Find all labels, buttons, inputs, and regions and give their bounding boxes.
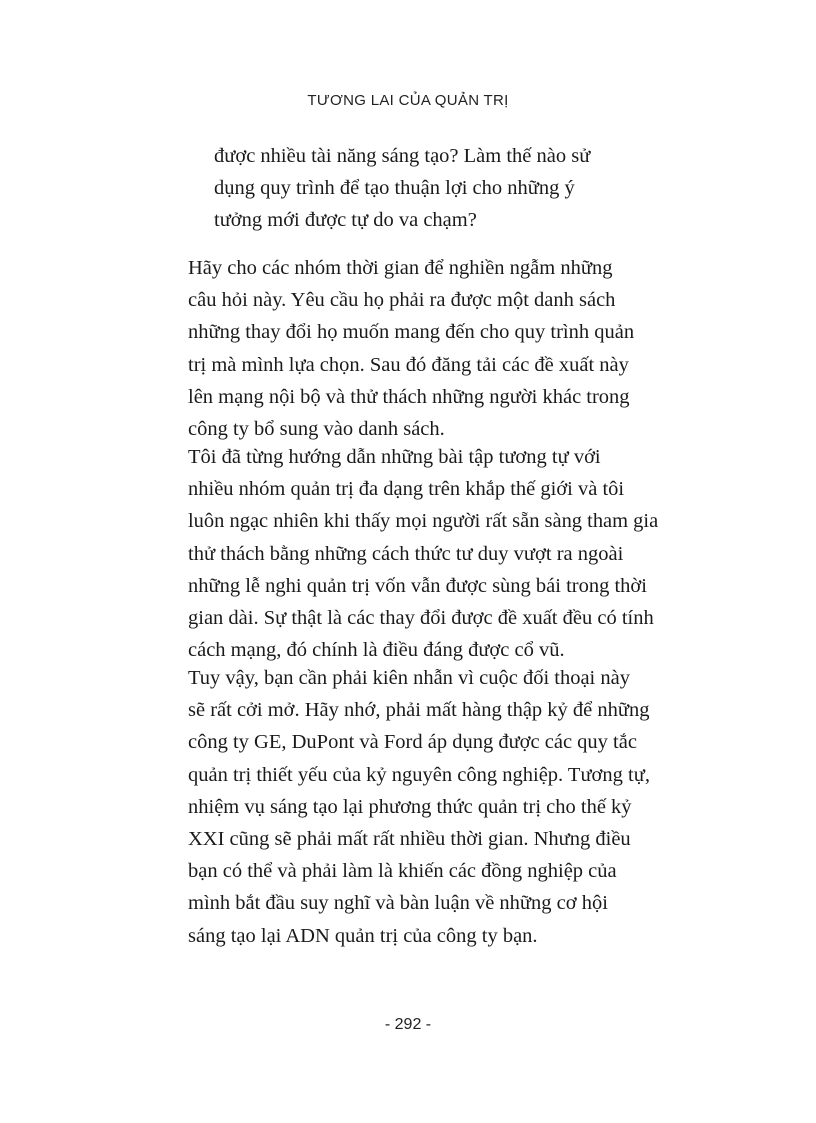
paragraph-2	[188, 441, 658, 666]
paragraph-3	[188, 662, 658, 952]
paragraph-line: luôn ngạc nhiên khi thấy mọi người rất sẵn sàng tham gia	[188, 510, 659, 533]
paragraph-line: sẽ rất cởi mở. Hãy nhớ, phải mất hàng thập kỷ để những	[188, 699, 650, 722]
running-header-title: TƯƠNG LAI CỦA QUẢN TRỊ	[307, 92, 509, 109]
paragraph-line: sáng tạo lại ADN quản trị của công ty bạn.	[188, 924, 538, 947]
quote-line: tưởng mới được tự do va chạm?	[214, 209, 477, 232]
paragraph-line: lên mạng nội bộ và thử thách những người khác trong	[188, 385, 630, 408]
paragraph-line: bạn có thể và phải làm là khiến các đồng nghiệp của	[188, 860, 617, 883]
quote-line: được nhiều tài năng sáng tạo? Làm thế nào sử	[214, 145, 591, 167]
paragraph-line: công ty bổ sung vào danh sách.	[188, 418, 445, 441]
paragraph-line: câu hỏi này. Yêu cầu họ phải ra được một danh sách	[188, 289, 616, 312]
paragraph-line: trị mà mình lựa chọn. Sau đó đăng tải các đề xuất này	[188, 353, 629, 376]
paragraph-line: mình bắt đầu suy nghĩ và bàn luận về những cơ hội	[188, 892, 608, 915]
paragraph-line: nhiều nhóm quản trị đa dạng trên khắp thế giới và tôi	[188, 478, 625, 501]
paragraph-line: XXI cũng sẽ phải mất rất nhiều thời gian. Nhưng điều	[188, 828, 631, 851]
paragraph-line: cách mạng, đó chính là điều đáng được cổ vũ.	[188, 639, 565, 662]
paragraph-line: gian dài. Sự thật là các thay đổi được đề xuất đều có tính	[188, 607, 654, 630]
paragraph-line: nhiệm vụ sáng tạo lại phương thức quản trị cho thế kỷ	[188, 795, 632, 818]
paragraph-line: công ty GE, DuPont và Ford áp dụng được các quy tắc	[188, 731, 637, 754]
quote-line: dụng quy trình để tạo thuận lợi cho những ý	[214, 177, 575, 200]
paragraph-line: thử thách bằng những cách thức tư duy vượt ra ngoài	[188, 542, 624, 565]
paragraph-1	[188, 252, 658, 445]
paragraph-line: Tuy vậy, bạn cần phải kiên nhẫn vì cuộc đối thoại này	[188, 667, 630, 689]
paragraph-line: những thay đổi họ muốn mang đến cho quy trình quản	[188, 321, 635, 344]
paragraph-line: Hãy cho các nhóm thời gian để nghiền ngẫm những	[188, 257, 613, 279]
page-number: - 292 -	[384, 1016, 432, 1033]
quote-block	[214, 140, 658, 237]
paragraph-line: những lễ nghi quản trị vốn vẫn được sùng bái trong thời	[188, 574, 647, 597]
paragraph-line: Tôi đã từng hướng dẫn những bài tập tương tự với	[188, 446, 601, 468]
paragraph-line: quản trị thiết yếu của kỷ nguyên công nghiệp. Tương tự,	[188, 763, 650, 786]
